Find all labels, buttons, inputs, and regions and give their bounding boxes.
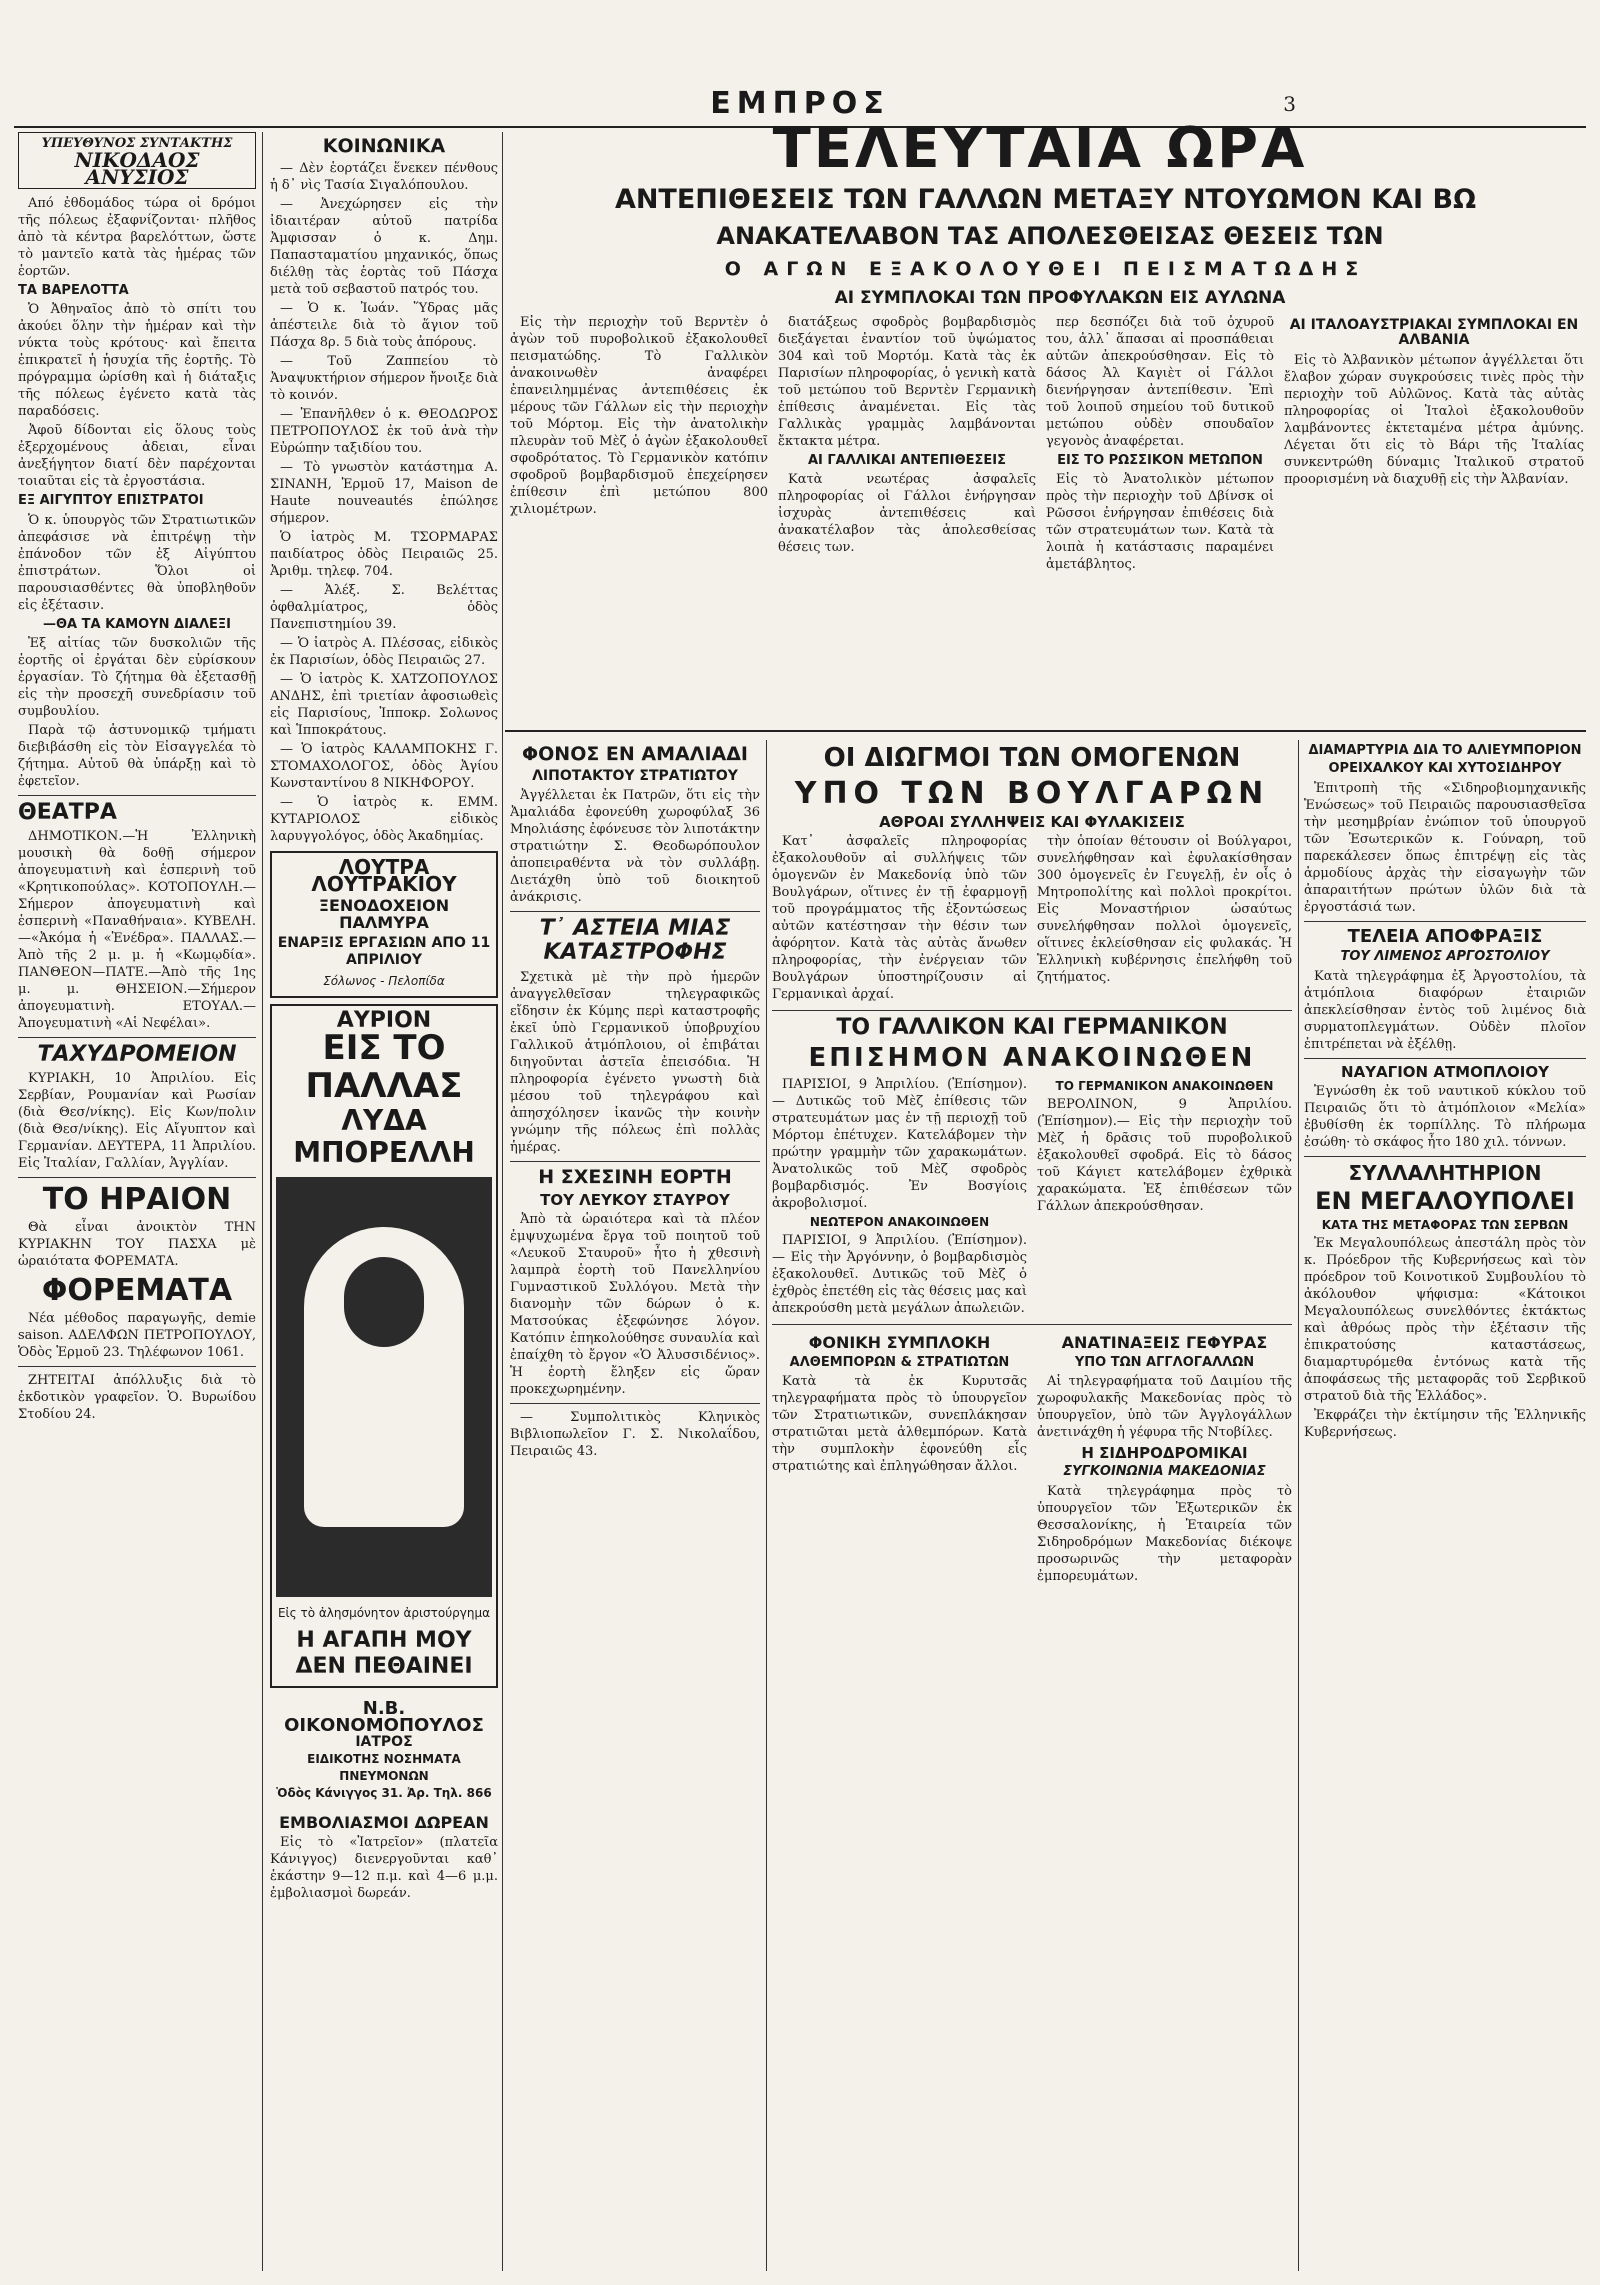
- paragraph: Αἱ τηλεγραφήματα τοῦ Δαιμίου τῆς χωροφυλακῆς Μακεδονίας πρὸς τὸ ὑπουργεῖον, ὑπὸ τῶν Ἀγγλογάλλων ἀνετινάχθη ἡ γέφυρα τῆς Ντοβίλες.: [1037, 1373, 1292, 1440]
- section-heading: ΑΙ ΓΑΛΛΙΚΑΙ ΑΝΤΕΠΙΘΕΣΕΙΣ: [807, 453, 1007, 468]
- sidirodromikai-heading: Η ΣΙΔΗΡΟΔΡΟΜΙΚΑΙ: [1081, 1443, 1248, 1462]
- post-listing: ΚΥΡΙΑΚΗ, 10 Ἀπριλίου. Εἰς Σερβίαν, Ρουμανίαν καὶ Ρωσίαν (διὰ Θεσ/νίκης). Εἰς Κων/πολιν (διὰ Θεσ/νίκης). Εἰς Αἴγυπτον καὶ Γερμανίαν. ΔΕΥΤΕΡΑ, 11 Ἀπριλίου. Εἰς Ἰταλίαν, Γαλλίαν, Ἀγγλίαν.: [18, 1071, 256, 1172]
- newspaper-title: ΕΜΠΡΟΣ: [710, 86, 890, 121]
- ireo-heading: ΤΟ ΗΡΑΙΟΝ: [42, 1182, 232, 1218]
- divider: [18, 1366, 256, 1367]
- paragraph: Από ἐθδομάδος τώρα οἱ δρόμοι τῆς πόλεως ἐξαφνίζονται· πλῆθος ἀπὸ τὰ κέντρα βαρελόττων, ὥστε τὸ μαντεῖο κατὰ τὰς ἡμέρας τῶν ἑορτῶν.: [18, 196, 256, 279]
- paragraph: Κατὰ τηλεγράφημα πρὸς τὸ ὑπουργεῖον τῶν Ἐξωτερικῶν ἐκ Θεσσαλονίκης, ἡ Ἑταιρεία τῶν Σιδηροδρόμων Μακεδονίας διέκοψε προσωρινῶς τὴν μεταφορὰν ἐμπορευμάτων.: [1037, 1483, 1292, 1584]
- fonos-heading: ΦΟΝΟΣ ΕΝ ΑΜΑΛΙΑΔΙ: [521, 743, 748, 765]
- headline-2: ΑΝΑΚΑΤΕΛΑΒΟΝ ΤΑΣ ΑΠΟΛΕΣΘΕΙΣΑΣ ΘΕΣΕΙΣ ΤΩΝ: [716, 222, 1384, 250]
- lower-right: [1037, 1330, 1292, 1587]
- paragraph: — Ἀνεχώρησεν εἰς τὴν ἰδιαιτέραν αὐτοῦ πατρίδα Ἀμφισσαν ὁ κ. Δημ. Παπασταματίου μηχανικός, ὅπως διέλθῃ τὰς ἑορτὰς τοῦ Πάσχα μετὰ τοῦ σεβαστοῦ πατρός του.: [270, 196, 498, 297]
- paragraph: ΒΕΡΟΛΙΝΟΝ, 9 Ἀπριλίου. (Ἐπίσημον).— Εἰς τὴν περιοχὴν τοῦ Μὲζ ἡ δρᾶσις τοῦ πυροβολικοῦ ἐξακολουθεῖ σφοδρά. Εἰς τὸ δάσος τοῦ Κάγιετ κατελάβομεν ἐχθρικὰ χαρακώματα. Ἐξ ἐπιθέσεων τῶν Γάλλων ἀπεκρούσθησαν.: [1037, 1097, 1292, 1215]
- film-poster-image: [276, 1177, 492, 1597]
- loutra-owner: Σόλωνος - Πελοπίδα: [323, 973, 445, 988]
- diogmoi-heading-2: ΥΠΟ ΤΩΝ ΒΟΥΛΓΑΡΩΝ: [794, 775, 1270, 811]
- divider: [510, 1161, 760, 1162]
- gall-left: [772, 1076, 1027, 1319]
- divider: [1304, 1156, 1586, 1157]
- paragraph: Κατὰ τηλεγράφημα ἐξ Ἀργοστολίου, τὰ ἀτμόπλοια διαφόρων ἐταιριῶν ἀπεκλείσθησαν ἐντὸς τοῦ λιμένος διὰ συρματοπλεγμάτων. Οὐδὲν πλοῖον ἐπιτρέπεται νὰ ἐξέλθῃ.: [1304, 968, 1586, 1052]
- divider: [510, 911, 760, 912]
- paragraph: Ἐγνώσθη ἐκ τοῦ ναυτικοῦ κύκλου τοῦ Πειραιῶς ὅτι τὸ ἀτμόπλοιον «Μελία» ἐβυθίσθη ἐκ τορπίλλης. Τὸ πλήρωμα ἐσώθη· τὸ σκάφος ἦτο 180 χιλ. τόννων.: [1304, 1084, 1586, 1151]
- gall-heading: ΤΟ ΓΑΛΛΙΚΟΝ ΚΑΙ ΓΕΡΜΑΝΙΚΟΝ: [836, 1015, 1228, 1041]
- doctor-address: Ὁδὸς Κάνιγγος 31. Ἀρ. Τηλ. 866: [276, 1785, 492, 1800]
- sxesini-heading: Η ΣΧΕΣΙΝΗ ΕΟΡΤΗ: [538, 1165, 732, 1188]
- diogmoi-text-columns: [772, 833, 1292, 1005]
- paragraph: — Ἐπανῆλθεν ὁ κ. ΘΕΟΔΩΡΟΣ ΠΕΤΡΟΠΟΥΛΟΣ ἐκ τοῦ ἀνὰ τὴν Εὐρώπην ταξιδίου του.: [270, 406, 498, 456]
- paragraph: Ἀγγέλλεται ἐκ Πατρῶν, ὅτι εἰς τὴν Ἀμαλιάδα ἐφονεύθη χωροφύλαξ 36 Μηολιάσης ἐφόνευσε τὸν λιποτάκτην στρατιώτην Σ. Θεοδωρόπουλον ἀποπειραθέντα νὰ τὸν συλλάβῃ. Διετάχθη ὑπὸ τοῦ διοικητοῦ ἀνάκρισις.: [510, 788, 760, 906]
- paragraph: διατάξεως σφοδρὸς βομβαρδισμὸς διεξάγεται ἐναντίον τοῦ ὑψώματος 304 καὶ τοῦ Μορτόμ. Κατὰ τὰς ἐκ Παρισίων πληροφορίας, ὁ γενικὴ κατὰ τοῦ μετώπου τοῦ Βερντὲν Γερμανικὴ ἐπίθεσις ἀναμένεται. Εἰς τὰς Γαλλικὰς γραμμὰς λαμβάνονται ἔκτακτα μέτρα.: [778, 315, 1036, 449]
- section-heading: ΑΙ ΙΤΑΛΟΑΥΣΤΡΙΑΚΑΙ ΣΥΜΠΛΟΚΑΙ ΕΝ ΑΛΒΑΝΙΑ: [1289, 317, 1579, 349]
- pallas-when: ΑΥΡΙΟΝ: [336, 1007, 432, 1033]
- doctor-title: ΙΑΤΡΟΣ: [355, 1733, 413, 1750]
- section-heading: ΝΕΩΤΕΡΟΝ ΑΝΑΚΟΙΝΩΘΕΝ: [809, 1214, 990, 1229]
- page-number: 3: [1283, 92, 1296, 116]
- navagion-heading: ΝΑΥΑΓΙΟΝ ΑΤΜΟΠΛΟΙΟΥ: [1341, 1062, 1549, 1081]
- diamart-heading: ΔΙΑΜΑΡΤΥΡΙΑ ΔΙΑ ΤΟ ΑΛΙΕΥΜΠΟΡΙΟΝ: [1308, 743, 1582, 758]
- paragraph: Ἀφοῦ δίδονται εἰς ὅλους τοὺς ἐξερχομένους ἀδειαι, εἶναι ἀνεξήγητον διατί δὲν παρέχονται τοιαῦται εἰς τὰ ἐργοστάσια.: [18, 423, 256, 490]
- paragraph: Ὁ κ. ὑπουργὸς τῶν Στρατιωτικῶν ἀπεφάσισε νὰ ἐπιτρέψῃ τὴν ἐπάνοδον τῶν ἐξ Αἰγύπτου ἐπιστράτων. Ὅλοι οἱ παρουσιασθέντες θὰ ὑποβληθοῦν εἰς ἐξέτασιν.: [18, 512, 256, 613]
- lower-left: [772, 1330, 1027, 1587]
- section-heading: ΤΟ ΓΕΡΜΑΝΙΚΟΝ ΑΝΑΚΟΙΝΩΘΕΝ: [1055, 1078, 1274, 1093]
- paragraph: — Ὁ κ. Ἰωάν. Ὕδρας μᾶς ἀπέστειλε διὰ τὸ ἅγιον τοῦ Πάσχα 8ρ. 5 διὰ τοὺς ἀπόρους.: [270, 300, 498, 350]
- vaccine-text: Εἰς τὸ «Ἰατρεῖον» (πλατεῖα Κάνιγγος) διενεργοῦνται καθ᾽ ἑκάστην 9—12 π.μ. καὶ 4—6 μ.μ. ἐμβολιασμοὶ δωρεάν.: [270, 1835, 498, 1902]
- paragraph: Ὁ ἰατρὸς Μ. ΤΣΟΡΜΑΡΑΣ παιδίατρος ὁδὸς Πειραιῶς 25. Ἀριθμ. τηλεφ. 704.: [270, 529, 498, 579]
- theatres-heading: ΘΕΑΤΡΑ: [18, 799, 117, 825]
- asteia-heading: Τ᾽ ΑΣΤΕΙΑ ΜΙΑΣ ΚΑΤΑΣΤΡΟΦΗΣ: [539, 916, 731, 966]
- social-heading: ΚΟΙΝΩΝΙΚΑ: [322, 135, 446, 157]
- divider: [772, 1324, 1292, 1325]
- footer-note: ΖΗΤΕΙΤΑΙ ἀπόλλυξις διὰ τὸ ἐκδοτικὸν γραφεῖον. Ὁ. Βυρωίδου Στοδίου 24.: [18, 1373, 256, 1423]
- paragraph: ΠΑΡΙΣΙΟΙ, 9 Ἀπριλίου. (Ἐπίσημον).— Δυτικῶς τοῦ Μὲζ ἐπίθεσις τῶν στρατευμάτων μας ἐν τῇ περιοχῇ τοῦ Μόρτομ ἐπέτυχεν. Κατελάβομεν τὴν πρώτην γραμμὴν τῶν χαρακωμάτων. Ἀνατολικῶς τοῦ Μὲζ σφοδρὸς βομβαρδισμός. Ἐν Βοσγίοις ἀκροβολισμοί.: [772, 1076, 1027, 1211]
- divider: [18, 795, 256, 796]
- paragraph: Παρὰ τῷ ἀστυνομικῷ τμήματι διεβιβάσθη εἰς τὸν Εἰσαγγελέα τὸ ζήτημα. Αὐτοῦ θὰ ὑπάρξῃ καὶ τὸ ἐφετεῖον.: [18, 722, 256, 789]
- loutra-hotel: ΞΕΝΟΔΟΧΕΙΟΝ ΠΑΛΜΥΡΑ: [318, 895, 450, 932]
- paragraph: — Δὲν ἑορτάζει ἕνεκεν πένθους ἡ δ᾽ νὶς Τασία Σιγαλόπουλου.: [270, 160, 498, 193]
- paragraph: Κατὰ τὰ ἐκ Κυρυτσᾶς τηλεγραφήματα πρὸς τὸ ὑπουργεῖον τῶν Στρατιωτικῶν, συνεπλάκησαν στρατιῶται μετὰ ἀλθεμπόρων. Κατὰ τὴν συμπλοκὴν ἐφονεύθη εἷς στρατιώτης καὶ ἐπληγώθησαν ἄλλοι.: [772, 1373, 1027, 1474]
- theatres-listing: ΔΗΜΟΤΙΚΟΝ.—Ἡ Ἐλληνικὴ μουσικὴ θὰ δοθῇ σήμερον ἀπογευματινὴ καὶ ἑσπερινὴ τοῦ «Κρητικοπούλας». ΚΟΤΟΠΟΥΛΗ.—Σήμερον ἀπογευματινὴ καὶ ἑσπερινὴ «Παναθήναια». ΚΥΒΕΛΗ.—«Ἀκόμα ἡ «Ἐνέδρα». ΠΑΛΛΑΣ.—Ἀπὸ τῆς 2 μ. μ. ἡ «Κωμῳδία». ΠΑΝΘΕΟΝ—ΠΑΤΕ.—Ἀπὸ τῆς 1ης μ. μ. ΘΗΣΕΙΟΝ.—Σήμερον ἀπογευματινὴ. ΕΤΟΥΑΛ.—Ἀπογευματινὴ «Αἱ Νεφέλαι».: [18, 829, 256, 1032]
- divider: [1304, 1058, 1586, 1059]
- section-heading: ΤΑ ΒΑΡΕΛΟΤΤΑ: [18, 283, 129, 298]
- headline-1: ΑΝΤΕΠΙΘΕΣΕΙΣ ΤΩΝ ΓΑΛΛΩΝ ΜΕΤΑΞΥ ΝΤΟΥΩΜΟΝ ΚΑΙ ΒΩ: [614, 184, 1477, 215]
- left-column: [18, 132, 256, 2271]
- paragraph: Σχετικὰ μὲ τὴν πρὸ ἡμερῶν ἀναγγελθεῖσαν τηλεγραφικῶς εἴδησιν ἐκ Κύμης περὶ καταστροφῆς ἐκεῖ ὑπὸ Γερμανικοῦ ὑποβρυχίου Γαλλικοῦ ἀτμόπλοιου, οἱ ἐπιβάται διηγοῦνται ἀστεῖα ἐπεισόδια. Ἡ πληροφορία ἐγένετο γνωστὴ διὰ μέσου τοῦ τηλεγράφου καὶ ἀπησχόλησεν ἱκανῶς τὴν κοινὴν γνώμην τῆς πόλεως ἐπὶ πολλὰς ἡμέρας.: [510, 969, 760, 1155]
- paragraph: Ἀπὸ τὰ ὡραιότερα καὶ τὰ πλέον ἐμψυχωμένα ἔργα τοῦ ποιητοῦ τοῦ «Λευκοῦ Σταυροῦ» ἦτο ἡ χθεσινὴ λαμπρὰ ἑορτὴ τοῦ Πανελληνίου Γυμναστικοῦ Συλλόγου. Μετὰ τὴν διανομὴν τῶν δώρων ὁ κ. Ματσούκας ἐξεφώνησε λόγον. Κατόπιν ἐπηκολούθησε συναυλία καὶ ἐπαίχθη τὸ ἔργον «Ὁ Ἀλυσσιδένιος». Ἡ ἑορτὴ ἔληξεν εἰς ὥραν προκεχωρημένην.: [510, 1212, 760, 1398]
- paragraph: Κατὰ νεωτέρας ἀσφαλεῖς πληροφορίας οἱ Γάλλοι ἐνήργησαν ἰσχυρὰς ἀντεπιθέσεις καὶ ἀνακατέλαβον τὰς ἀπολεσθείσας θέσεις των.: [778, 472, 1036, 556]
- post-heading: ΤΑΧΥΔΡΟΜΕΙΟΝ: [37, 1042, 237, 1068]
- paragraph: ΠΑΡΙΣΙΟΙ, 9 Ἀπριλίου. (Ἐπίσημον).— Εἰς τὴν Ἀργόννην, ὁ βομβαρδισμὸς ἐξακολουθεῖ. Δυτικῶς τοῦ Μὲζ ὁ ἐχθρὸς ἐπετέθη εἰς τὰς θέσεις μας καὶ ἀπεκρούσθη μετὰ μεγάλων ἀπωλειῶν.: [772, 1233, 1027, 1317]
- headline-3: Ο ΑΓΩΝ ΕΞΑΚΟΛΟΥΘΕΙ ΠΕΙΣΜΑΤΩΔΗΣ: [724, 258, 1367, 280]
- pallas-where: ΕΙΣ ΤΟ ΠΑΛΛΑΣ: [305, 1027, 463, 1106]
- paragraph: — Ὁ ἰατρὸς Α. Πλέσσας, εἰδικὸς ἐκ Παρισίων, ὁδὸς Πειραιῶς 27.: [270, 635, 498, 668]
- diogmoi-subheading: ΑΘΡΟΑΙ ΣΥΛΛΗΨΕΙΣ ΚΑΙ ΦΥΛΑΚΙΣΕΙΣ: [879, 812, 1185, 831]
- top-column-4: [1284, 314, 1584, 724]
- divider: [510, 1403, 760, 1404]
- news-center-block: [772, 740, 1292, 2270]
- divider: [1304, 921, 1586, 922]
- top-column-3: [1046, 314, 1274, 724]
- column-rule: [1298, 740, 1299, 2271]
- vaccine-heading: ΕΜΒΟΛΙΑΣΜΟΙ ΔΩΡΕΑΝ: [279, 1812, 489, 1832]
- syllal-heading: ΣΥΛΛΑΛΗΤΗΡΙΟΝ: [1348, 1161, 1542, 1186]
- gall-text-columns: [772, 1076, 1292, 1319]
- second-column: [270, 132, 498, 2271]
- anatinaxeis-heading: ΑΝΑΤΙΝΑΞΕΙΣ ΓΕΦΥΡΑΣ: [1061, 1333, 1268, 1353]
- paragraph: τὴν ὁποίαν θέτουσιν οἱ Βούλγαροι, συνελήφθησαν καὶ ἐφυλακίσθησαν 300 ὁμογενεῖς ἐν Γευγελῇ, ἐν οἷς ὁ Μητροπολίτης καὶ πολλοὶ προκρίτοι. Εἰς Μοναστήριον ὡσαύτως συνελήφθησαν πολλοὶ ὁμογενεῖς, οἵτινες ἐκλείσθησαν εἰς φυλακάς. Ἡ Ἑλληνικὴ κυβέρνησις ἐπελήφθη τοῦ ζητήματος.: [1037, 834, 1292, 986]
- foremata-heading: ΦΟΡΕΜΑΤΑ: [41, 1273, 233, 1309]
- section-heading: —ΘΑ ΤΑ ΚΑΜΟΥΝ ΔΙΑΛΕΞΙ: [43, 616, 231, 632]
- paragraph: Ὁ Ἀθηναῖος ἀπὸ τὸ σπίτι του ἀκούει ὅλην τὴν ἡμέραν καὶ τὴν νύκτα τοὺς κρότους· καὶ ἔπειτα ἐπικρατεῖ ἡ ἡσυχία τῆς ἑορτῆς. Τὸ πρόγραμμα ὡρίσθη καὶ ἡ διάταξις τῆς πόλεως ἐγένετο κατὰ τὰς παραδόσεις.: [18, 302, 256, 420]
- paragraph: — Ὁ ἰατρὸς Κ. ΧΑΤΖΟΠΟΥΛΟΣ ΑΝΔΗΣ, ἐπὶ τριετίαν ἀφοσιωθεὶς εἰς Παρισίους, Ἱπποκρ. Σολωνος καὶ Ἱπποκράτους.: [270, 671, 498, 738]
- loutra-title: ΛΟΥΤΡΑ ΛΟΥΤΡΑΚΙΟΥ: [311, 854, 457, 896]
- pallas-ad: [270, 1004, 498, 1688]
- paragraph: — Ὁ ἰατρὸς κ. ΕΜΜ. ΚΥΤΑΡΙΟΛΟΣ εἰδικὸς λαρυγγολόγος, ὁδὸς Ἀκαδημίας.: [270, 794, 498, 844]
- fon-sym-heading: ΦΟΝΙΚΗ ΣΥΜΠΛΟΚΗ: [808, 1333, 991, 1353]
- far-right-column: [1304, 740, 1586, 2270]
- telia-subheading: ΤΟΥ ΛΙΜΕΝΟΣ ΑΡΓΟΣΤΟΛΙΟΥ: [1340, 949, 1550, 965]
- gall-right: [1037, 1076, 1292, 1319]
- doctor-specialty: ΕΙΔΙΚΟΤΗΣ ΝΟΣΗΜΑΤΑ ΠΝΕΥΜΟΝΩΝ: [307, 1751, 461, 1783]
- headline-4: ΑΙ ΣΥΜΠΛΟΚΑΙ ΤΩΝ ΠΡΟΦΥΛΑΚΩΝ ΕΙΣ ΑΥΛΩΝΑ: [834, 288, 1286, 308]
- paragraph: — Ὁ ἰατρὸς ΚΑΛΑΜΠΟΚΗΣ Γ. ΣΤΟΜΑΧΟΛΟΓΟΣ, ὁδὸς Ἀγίου Κωνσταντίνου 8 ΝΙΚΗΦΟΡΟΥ.: [270, 741, 498, 791]
- actress-figure: [304, 1227, 464, 1527]
- paragraph: Ἐξ αἰτίας τῶν δυσκολιῶν τῆς ἑορτῆς οἱ ἐργάται δὲν εὑρίσκουν ἐργασίαν. Τὸ ζήτημα θὰ ἐξετασθῇ εἰς τὴν προσεχῆ συνεδρίασιν τοῦ συμβουλίου.: [18, 635, 256, 719]
- lower-news-columns: [772, 1330, 1292, 1587]
- editor-label: ΥΠΕΥΘΥΝΟΣ ΣΥΝΤΑΚΤΗΣ: [41, 136, 233, 151]
- main-headline: ΤΕΛΕΥΤΑΙΑ ΩΡΑ: [772, 116, 1308, 181]
- gall-heading-2: ΕΠΙΣΗΜΟΝ ΑΝΑΚΟΙΝΩΘΕΝ: [808, 1043, 1256, 1074]
- top-column-2: [778, 314, 1036, 724]
- diogmoi-heading: ΟΙ ΔΙΩΓΜΟΙ ΤΩΝ ΟΜΟΓΕΝΩΝ: [823, 743, 1241, 773]
- pallas-actress: ΛΥΔΑ ΜΠΟΡΕΛΛΗ: [293, 1103, 475, 1169]
- anatinaxeis-subheading: ΥΠΟ ΤΩΝ ΑΓΓΛΟΓΑΛΛΩΝ: [1074, 1354, 1255, 1370]
- paragraph: Ἐπιτροπὴ τῆς «Σιδηροβιομηχανικῆς Ἑνώσεως» τοῦ Πειραιῶς παρουσιασθεῖσα τὴν μεσημβρίαν ἐνώπιον τοῦ ὑπουργοῦ τῶν Ἐσωτερικῶν κ. Γούναρη, τοῦ παρεκάλεσεν ὅπως ἐπιτρέψῃ εἰς τὰς ἀρμοδίους ἀρχὰς τὴν εἰσαγωγὴν τῶν ἀπαραιτήτων πρώτων ὑλῶν διὰ τὰ ἐργοστάσιά των.: [1304, 780, 1586, 915]
- paragraph: — Τοῦ Ζαππείου τὸ Ἀναψυκτήριον σήμερον ἤνοιξε διὰ τὸ κοινόν.: [270, 353, 498, 403]
- paragraph: Εἰς τὸ Ἀλβανικὸν μέτωπον ἀγγέλλεται ὅτι ἔλαβον χώραν συγκρούσεις τινὲς πρὸς τὴν περιοχὴν τοῦ Αὐλῶνος. Κατὰ τὰς αὐτὰς πληροφορίας οἱ Ἰταλοὶ ἐξακολουθοῦν λαμβάνοντες ἐκτεταμένα μέτρα ἀμύνης. Λέγεται ὅτι εἰς τὸ Βάρι τῆς Ἰταλίας συνκεντρώθη δύναμις Ἰταλικοῦ στρατοῦ προορισμένη νὰ διαχυθῇ εἰς τὴν Ἀλβανίαν.: [1284, 352, 1584, 487]
- pallas-note: Εἰς τὸ ἀλησμόνητον ἀριστούργημα: [277, 1605, 491, 1620]
- paragraph: περ δεσπόζει διὰ τοῦ ὀχυροῦ του, ἀλλ᾽ ἅπασαι αἱ προσπάθειαι αὐτῶν ἀπεκρούσθησαν. Εἰς τὸ δάσος Ἀλ Καγιὲτ οἱ Γάλλοι διενήργησαν ἀντεπίθεσιν. Ἐπὶ τοῦ λοιποῦ σημείου τοῦ δυτικοῦ μετώπου οὐδὲν σπουδαῖον γεγονὸς ἀναφέρεται.: [1046, 315, 1274, 449]
- editor-name: ΝΙΚΟΔΑΟΣ ΑΝΥΣΙΟΣ: [74, 148, 200, 189]
- syllal-subheading: ΚΑΤΑ ΤΗΣ ΜΕΤΑΦΟΡΑΣ ΤΩΝ ΣΕΡΒΩΝ: [1321, 1217, 1569, 1232]
- paragraph: — Συμπολιτικὸς Κληνικὸς Βιβλιοπωλεῖον Γ. Σ. Νικολαΐδου, Πειραιῶς 43.: [510, 1410, 760, 1460]
- paragraph: Ἐκφράζει τὴν ἐκτίμησιν τῆς Ἑλληνικῆς Κυβερνήσεως.: [1304, 1407, 1586, 1440]
- top-column-1: [510, 314, 768, 724]
- actress-hair: [344, 1257, 424, 1347]
- divider: [505, 730, 1586, 732]
- divider: [772, 1010, 1292, 1011]
- paragraph: — Ἀλέξ. Σ. Βελέττας ὀφθαλμίατρος, ὁδὸς Πανεπιστημίου 39.: [270, 582, 498, 632]
- pallas-film: Η ΑΓΑΠΗ ΜΟΥ ΔΕΝ ΠΕΘΑΙΝΕΙ: [295, 1627, 473, 1679]
- divider: [18, 1037, 256, 1038]
- loutra-opening: ΕΝΑΡΞΙΣ ΕΡΓΑΣΙΩΝ ΑΠΟ 11 ΑΠΡΙΛΙΟΥ: [277, 934, 491, 968]
- editor-box: [18, 132, 256, 189]
- sxesini-subheading: ΤΟΥ ΛΕΥΚΟΥ ΣΤΑΥΡΟΥ: [540, 1190, 730, 1209]
- column-rule: [262, 132, 263, 2271]
- paragraph: Εἰς τὸ Ἀνατολικὸν μέτωπον πρὸς τὴν περιοχὴν τοῦ Δβίνσκ οἱ Ρῶσσοι ἐνήργησαν ἐπιθέσεις διὰ τῶν στρατευμάτων των. Κατὰ τὰ λοιπὰ ἡ κατάστασις παραμένει ἀμετάβλητος.: [1046, 472, 1274, 573]
- telia-heading: ΤΕΛΕΙΑ ΑΠΟΦΡΑΞΙΣ: [1347, 925, 1543, 947]
- paragraph: Ἐκ Μεγαλουπόλεως ἀπεστάλη πρὸς τὸν κ. Πρόεδρον τῆς Κυβερνήσεως καὶ τὸν πρόεδρον τοῦ Κοινοτικοῦ Συμβουλίου τὸ ἀκόλουθον ψήφισμα: «Κάτοικοι Μεγαλουπόλεως συνελθόντες ἐκτάκτως καὶ ἀθρόως πρὸς τὴν ἐξέτασιν τῆς ἐπικρατούσης καταστάσεως, διαμαρτυρόμεθα ἐντόνως κατὰ τῆς ἀποφάσεως τῆς μεταφορᾶς τοῦ Σερβικοῦ στρατοῦ διὰ τῆς Ἑλλάδος».: [1304, 1235, 1586, 1404]
- paragraph: Εἰς τὴν περιοχὴν τοῦ Βερντὲν ὁ ἀγὼν τοῦ πυροβολικοῦ ἐξακολουθεῖ πεισματώδης. Τὸ Γαλλικὸν ἀνακοινωθὲν ἀναφέρει ἐπανειλημμένας ἀντεπιθέσεις ἐκ μέρους τῶν Γάλλων εἰς τὴν περιοχὴν τοῦ Μόρτομ. Εἰς τὴν ἀνατολικὴν πλευρὰν τοῦ Μὲζ ὁ ἀγὼν ἐξακολουθεῖ σφοδρότατος. Τὸ Γερμανικὸν κατόπιν σφοδροῦ βομβαρδισμοῦ ἐπεχείρησεν ἐπίθεσιν ἐπὶ μετώπου 800 χιλιομέτρων.: [510, 315, 768, 517]
- fon-sym-subheading: ΑΛΘΕΜΠΟΡΩΝ & ΣΤΡΑΤΙΩΤΩΝ: [789, 1354, 1010, 1370]
- syllal-heading-2: ΕΝ ΜΕΓΑΛΟΥΠΟΛΕΙ: [1315, 1187, 1575, 1216]
- fonos-subheading: ΛΙΠΟΤΑΚΤΟΥ ΣΤΡΑΤΙΩΤΟΥ: [532, 767, 738, 784]
- middle-column: [510, 740, 760, 2270]
- ireo-text: Θὰ εἶναι ἀνοικτὸν ΤΗΝ ΚΥΡΙΑΚΗΝ ΤΟΥ ΠΑΣΧΑ μὲ ὡραιότατα ΦΟΡΕΜΑΤΑ.: [18, 1220, 256, 1270]
- paragraph: — Τὸ γνωστὸν κατάστημα Α. ΣΙΝΑΝΗ, Ἑρμοῦ 17, Maison de Haute nouveautés ἐπώλησε σήμερον.: [270, 459, 498, 526]
- paragraph: Κατ᾽ ἀσφαλεῖς πληροφορίας ἐξακολουθοῦν αἱ συλλήψεις τῶν ὁμογενῶν ἐν Μακεδονίᾳ ὑπὸ τῶν Βουλγάρων, οἵτινες ἐν τῇ ἐφαρμογῇ τοῦ προγράμματος τῆς ἐξοντώσεως αὐτῶν κατέστησαν τὴν θέσιν των ἀφόρητον. Κατὰ τὰς αὐτὰς ἄνωθεν πληροφορίας, τὴν ἐνέργειαν τῶν Βουλγάρων ὑποστηρίζουσιν αἱ Γερμανικαὶ ἀρχαί.: [772, 834, 1027, 1003]
- sidirodromikai-subheading: ΣΥΓΚΟΙΝΩΝΙΑ ΜΑΚΕΔΟΝΙΑΣ: [1063, 1464, 1266, 1480]
- doctor-ad: [270, 1694, 498, 1808]
- column-rule: [502, 132, 503, 2271]
- section-heading: ΕΙΣ ΤΟ ΡΩΣΣΙΚΟΝ ΜΕΤΩΠΟΝ: [1057, 453, 1263, 468]
- column-rule: [766, 740, 767, 2271]
- foremata-text: Νέα μέθοδος παραγωγῆς, demie saison. ΑΔΕΛΦΩΝ ΠΕΤΡΟΠΟΥΛΟΥ, Ὁδὸς Ἑρμοῦ 23. Τηλέφωνον 1061.: [18, 1311, 256, 1361]
- doctor-name: Ν.Β. ΟΙΚΟΝΟΜΟΠΟΥΛΟΣ: [284, 1697, 484, 1736]
- loutra-ad: [270, 851, 498, 998]
- diamart-subheading: ΟΡΕΙΧΑΛΚΟΥ ΚΑΙ ΧΥΤΟΣΙΔΗΡΟΥ: [1328, 761, 1562, 777]
- divider: [18, 1177, 256, 1178]
- section-heading: ΕΞ ΑΙΓΥΠΤΟΥ ΕΠΙΣΤΡΑΤΟΙ: [18, 493, 204, 509]
